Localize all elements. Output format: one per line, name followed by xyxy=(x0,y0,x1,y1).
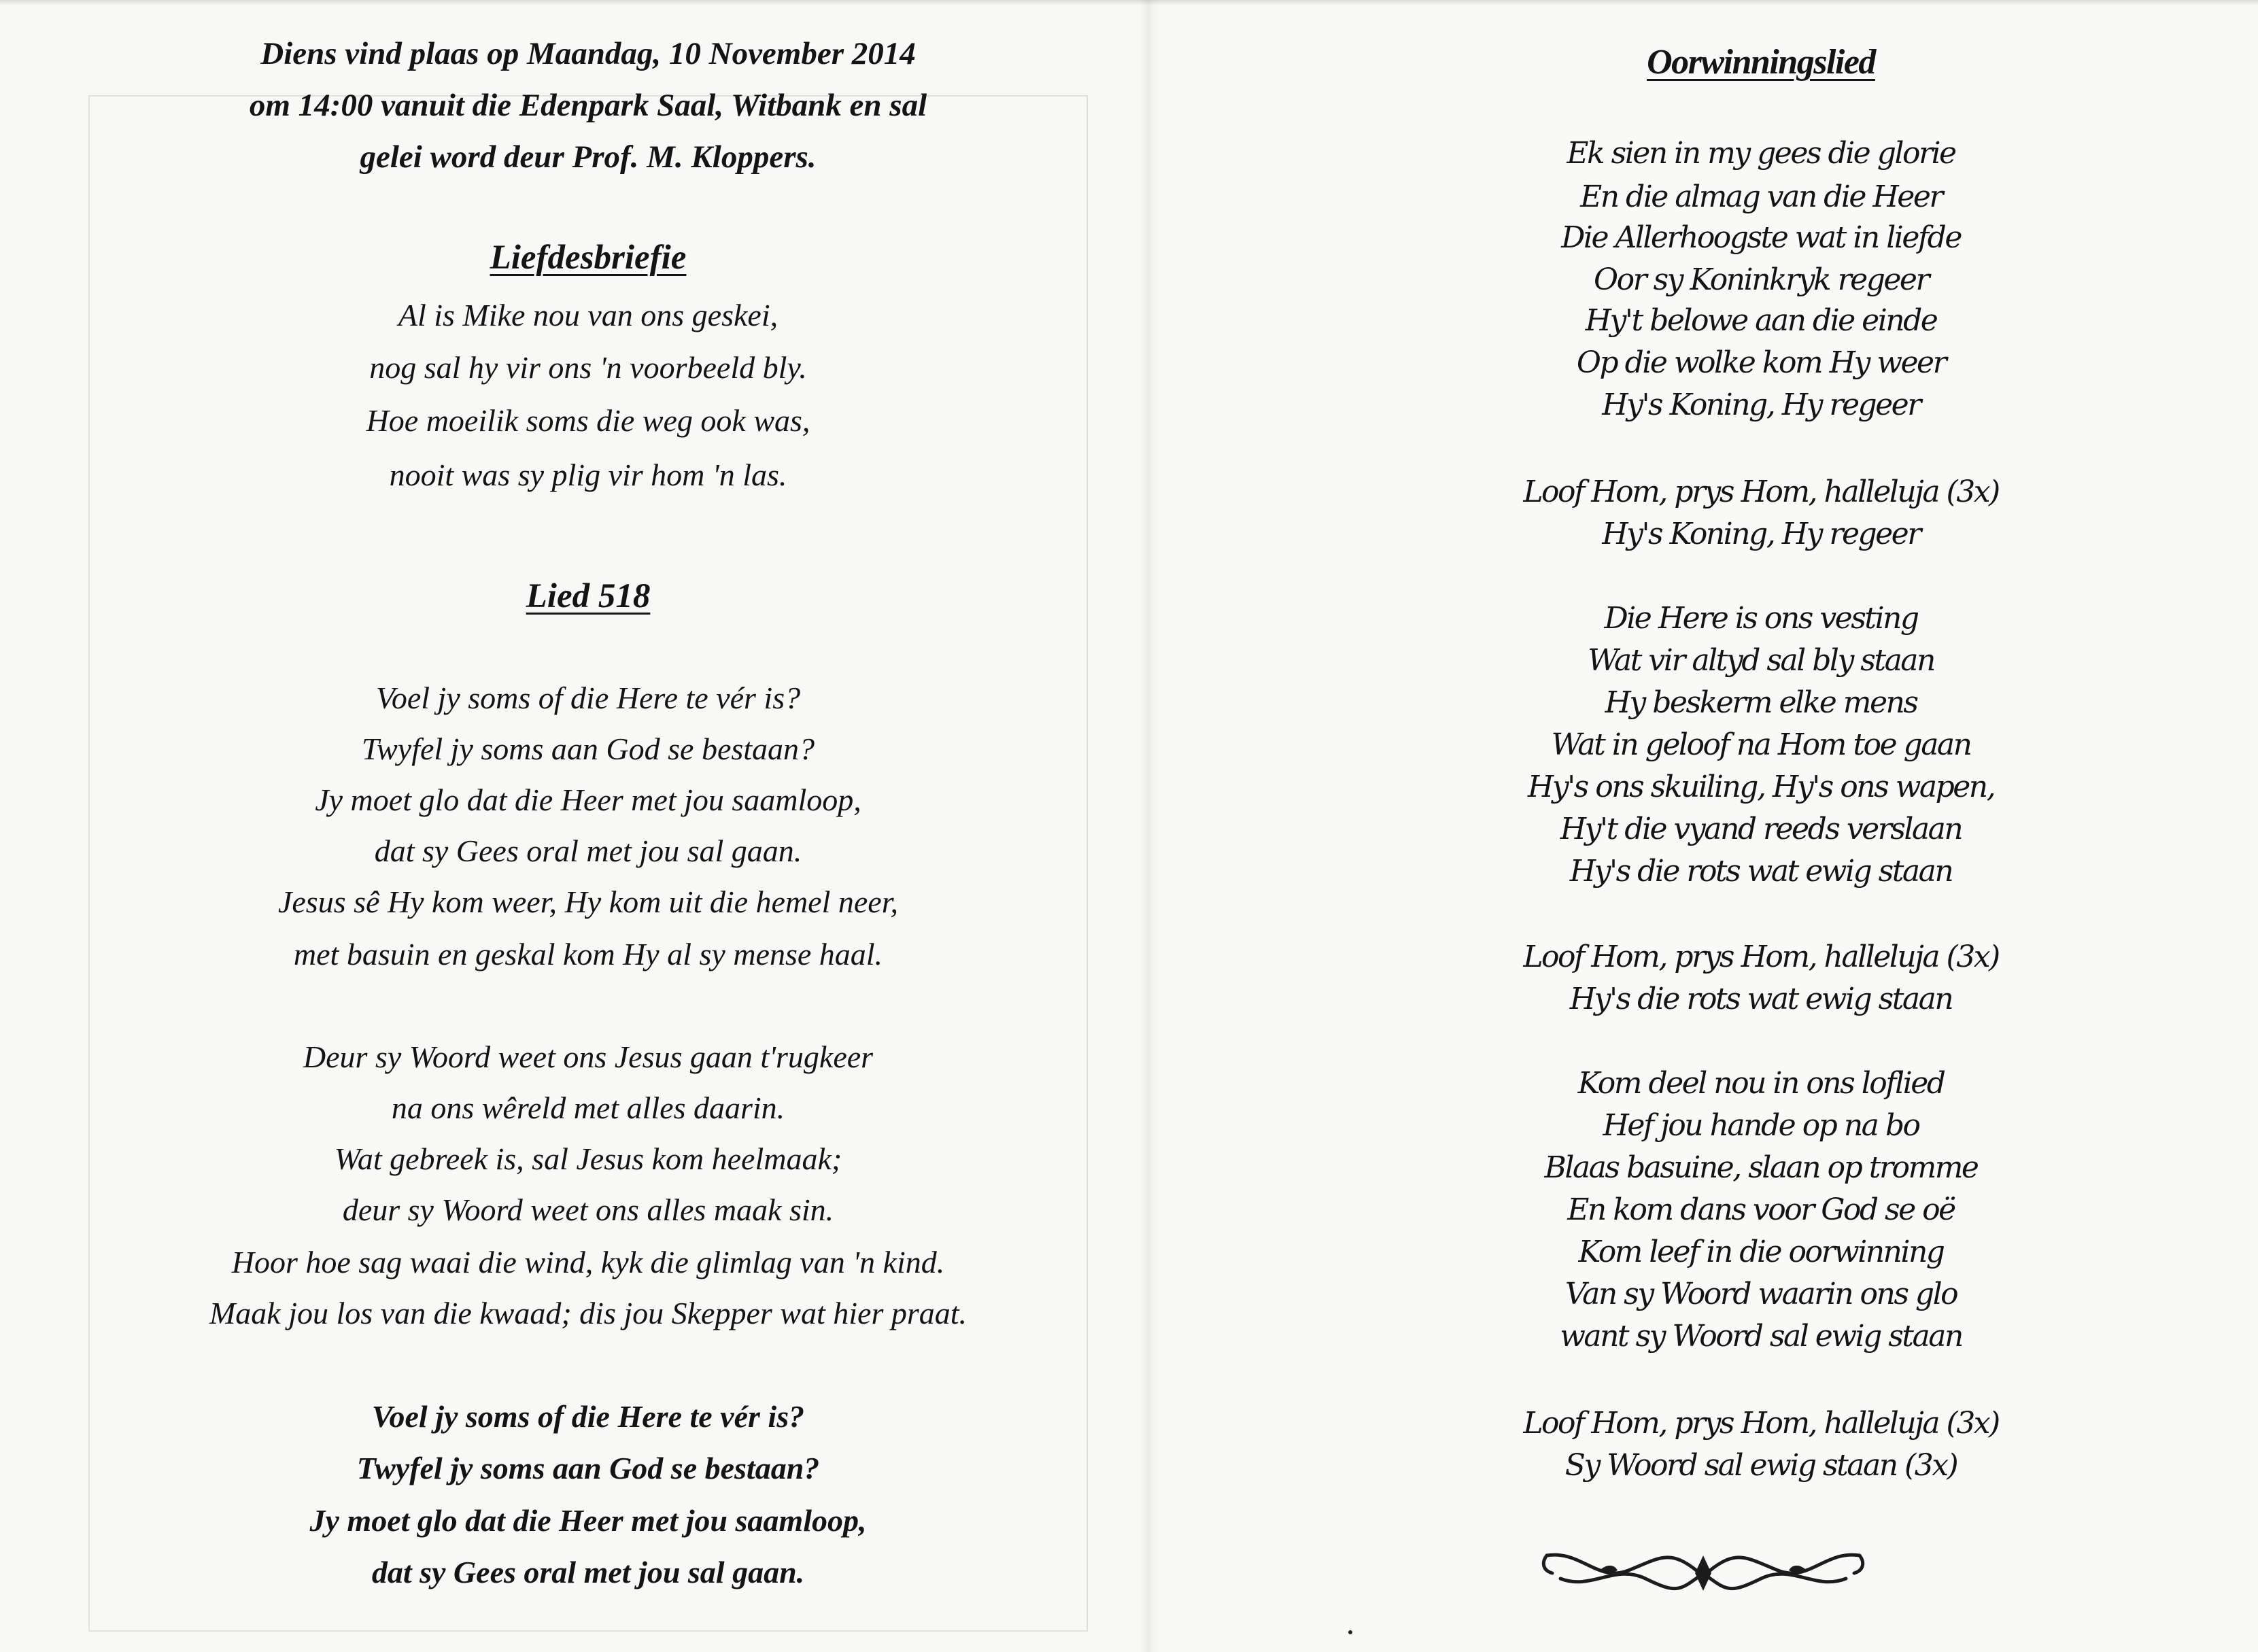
chorus-line: Jy moet glo dat die Heer met jou saamloop, xyxy=(309,1503,867,1538)
scroll-flourish-ornament-icon xyxy=(1533,1543,1873,1598)
chorus-line: dat sy Gees oral met jou sal gaan. xyxy=(371,1555,805,1589)
refrain-line: Loof Hom, prys Hom, halleluja (3x) xyxy=(1523,940,1999,974)
lyric-line: Van sy Woord waarin ons glo xyxy=(1564,1277,1957,1311)
lyric-line: Voel jy soms of die Here te vér is? xyxy=(375,681,801,715)
lyric-line: want sy Woord sal ewig staan xyxy=(1560,1319,1962,1354)
poem-line: Al is Mike nou van ons geskei, xyxy=(398,298,779,332)
oorwinningslied-heading: Oorwinningslied xyxy=(1647,43,1875,82)
poem-line: nooit was sy plig vir hom 'n las. xyxy=(389,458,787,492)
scan-top-edge xyxy=(0,0,2258,5)
lyric-line: Wat vir altyd sal bly staan xyxy=(1588,643,1934,678)
lyric-line: Jy moet glo dat die Heer met jou saamloop, xyxy=(315,782,861,817)
refrain-line: Hy's Koning, Hy regeer xyxy=(1602,517,1920,551)
service-info-line: om 14:00 vanuit die Edenpark Saal, Witbank en sal xyxy=(249,88,927,123)
lyric-line: Hy't die vyand reeds verslaan xyxy=(1560,812,1962,846)
chorus-line: Twyfel jy soms aan God se bestaan? xyxy=(356,1451,820,1485)
lyric-line: met basuin en geskal kom Hy al sy mense haal. xyxy=(293,937,883,971)
scan-speck xyxy=(1348,1630,1352,1634)
lyric-line: Hy's Koning, Hy regeer xyxy=(1602,388,1920,422)
lyric-line: Die Allerhoogste wat in liefde xyxy=(1561,220,1961,255)
lyric-line: Ek sien in my gees die glorie xyxy=(1567,136,1955,171)
poem-line: Hoe moeilik soms die weg ook was, xyxy=(366,403,810,438)
service-info-line: gelei word deur Prof. M. Kloppers. xyxy=(360,139,817,175)
lyric-line: Oor sy Koninkryk regeer xyxy=(1594,262,1928,297)
lyric-line: Hef jou hande op na bo xyxy=(1603,1108,1919,1143)
lyric-line: Blaas basuine, slaan op tromme xyxy=(1544,1150,1978,1185)
service-info-line: Diens vind plaas op Maandag, 10 November 2014 xyxy=(260,36,916,71)
lyric-line: Hy's die rots wat ewig staan xyxy=(1569,854,1953,889)
refrain-line: Loof Hom, prys Hom, halleluja (3x) xyxy=(1523,1406,1999,1441)
refrain-line: Loof Hom, prys Hom, halleluja (3x) xyxy=(1523,475,1999,509)
refrain-line: Sy Woord sal ewig staan (3x) xyxy=(1564,1448,1957,1483)
lyric-line: Kom leef in die oorwinning xyxy=(1578,1235,1944,1269)
lyric-line: Wat gebreek is, sal Jesus kom heelmaak; xyxy=(334,1141,842,1176)
lyric-line: Wat in geloof na Hom toe gaan xyxy=(1551,727,1971,762)
poem-line: nog sal hy vir ons 'n voorbeeld bly. xyxy=(369,350,807,385)
lyric-line: deur sy Woord weet ons alles maak sin. xyxy=(342,1192,834,1227)
lyric-line: dat sy Gees oral met jou sal gaan. xyxy=(374,833,802,868)
lyric-line: Hy't belowe aan die einde xyxy=(1585,303,1937,338)
lyric-line: Jesus sê Hy kom weer, Hy kom uit die hemel neer, xyxy=(277,884,899,919)
lyric-line: Hy beskerm elke mens xyxy=(1605,685,1917,720)
lyric-line: Maak jou los van die kwaad; dis jou Skepper wat hier praat. xyxy=(209,1296,968,1330)
lyric-line: na ons wêreld met alles daarin. xyxy=(391,1090,785,1125)
lyric-line: En kom dans voor God se oë xyxy=(1567,1192,1955,1227)
chorus-line: Voel jy soms of die Here te vér is? xyxy=(371,1399,805,1434)
lyric-line: Hoor hoe sag waai die wind, kyk die glimlag van 'n kind. xyxy=(231,1245,945,1279)
lied-heading: Lied 518 xyxy=(526,577,651,615)
lyric-line: Kom deel nou in ons loflied xyxy=(1577,1066,1945,1101)
lyric-line: En die almag van die Heer xyxy=(1580,179,1942,214)
liefdesbriefie-heading: Liefdesbriefie xyxy=(490,239,687,277)
page-fold xyxy=(1140,0,1160,1652)
lyric-line: Hy's ons skuiling, Hy's ons wapen, xyxy=(1527,770,1995,804)
lyric-line: Deur sy Woord weet ons Jesus gaan t'rugkeer xyxy=(303,1039,874,1074)
lyric-line: Op die wolke kom Hy weer xyxy=(1576,345,1946,380)
refrain-line: Hy's die rots wat ewig staan xyxy=(1569,982,1953,1016)
lyric-line: Twyfel jy soms aan God se bestaan? xyxy=(361,732,815,766)
lyric-line: Die Here is ons vesting xyxy=(1604,601,1918,636)
